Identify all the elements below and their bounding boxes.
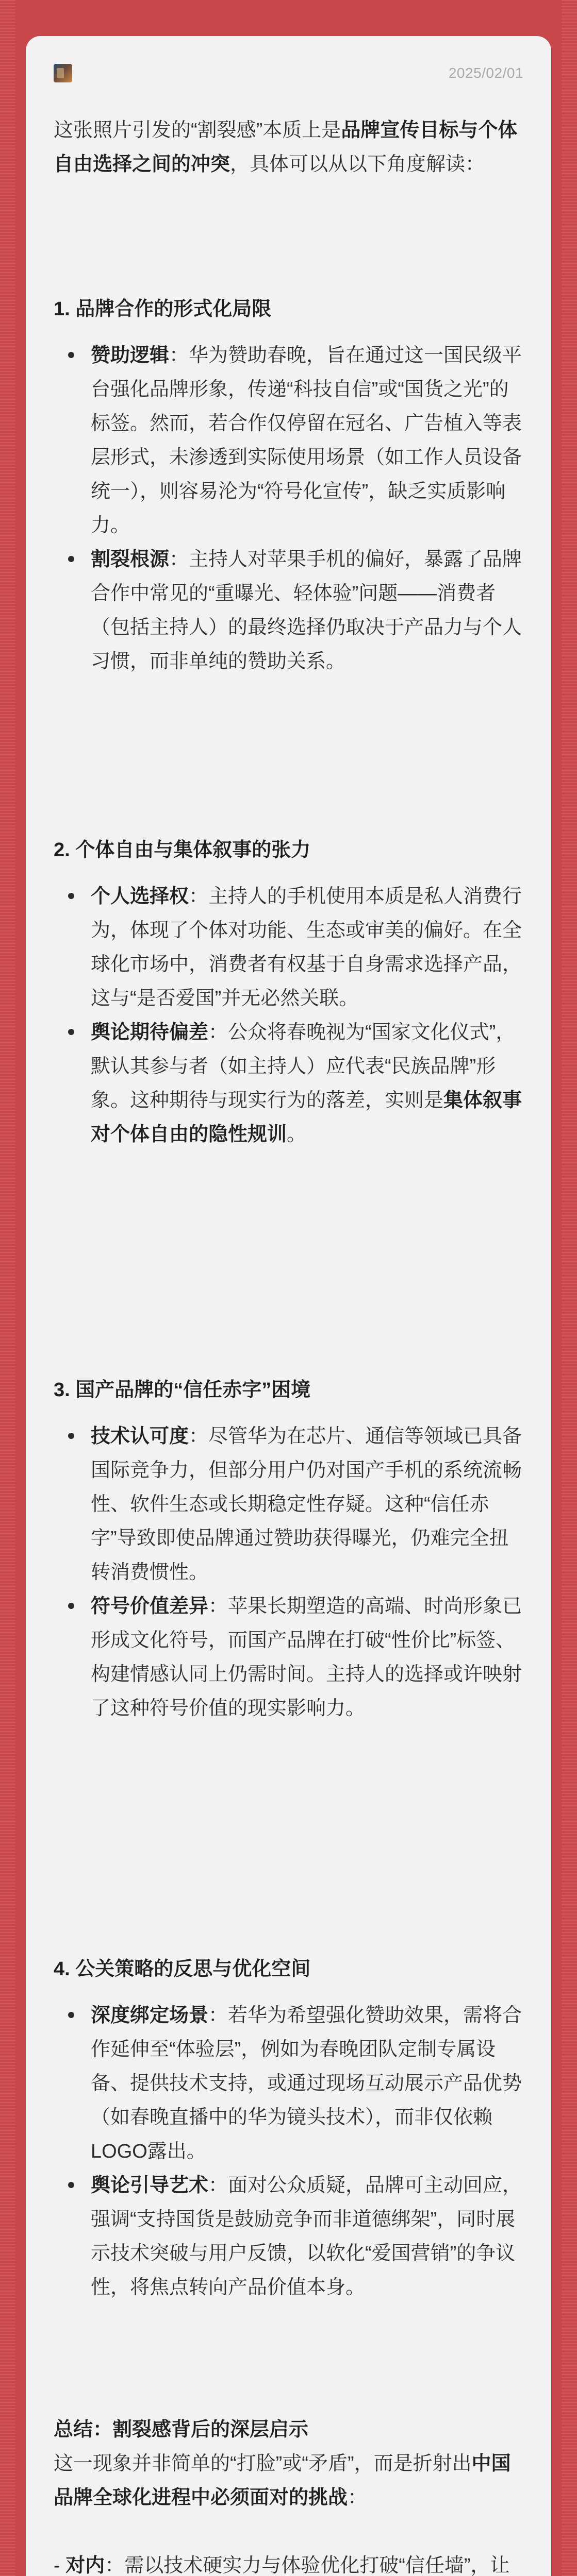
summary-paragraph-2: - 对内：需以技术硬实力与体验优化打破“信任墙”，让 xyxy=(54,2549,523,2576)
summary-title-text: 总结：割裂感背后的深层启示 xyxy=(54,2419,309,2441)
item-label: 符号价值差异 xyxy=(91,1596,209,1617)
item-text: ：主持人的手机使用本质是私人消费行为，体现了个体对功能、生态或审美的偏好。在全球化市场中，消费者有权基于自身需求选择产品，这与“是否爱国”并无必然关联。 xyxy=(91,886,522,1009)
section-3-list xyxy=(54,1419,523,1725)
item-label: 舆论引导艺术 xyxy=(91,2175,209,2196)
left-decorative-edge xyxy=(0,0,15,2576)
item-label: 割裂根源 xyxy=(91,549,170,570)
item-text: ：面对公众质疑，品牌可主动回应，强调“支持国货是鼓励竞争而非道德绑架”，同时展示技术突破与用户反馈，以软化“爱国营销”的争议性，将焦点转向产品价值本身。 xyxy=(91,2175,522,2298)
list-item xyxy=(91,2168,523,2304)
section-1-title: 1. 品牌合作的形式化局限 xyxy=(54,298,272,320)
item-label: 深度绑定场景 xyxy=(91,2005,209,2026)
item-text: ：主持人对苹果手机的偏好，暴露了品牌合作中常见的“重曝光、轻体验”问题——消费者（包括主持人）的最终选择仍取决于产品力与个人习惯，而非单纯的赞助关系。 xyxy=(91,549,522,672)
section-2-title: 2. 个体自由与集体叙事的张力 xyxy=(54,839,311,861)
list-item xyxy=(91,1015,523,1151)
item-label: 技术认可度 xyxy=(91,1426,189,1447)
item-text: ：尽管华为在芯片、通信等领域已具备国际竞争力，但部分用户仍对国产手机的系统流畅性、软件生态或长期稳定性存疑。这种“信任赤字”导致即使品牌通过赞助获得曝光，仍难完全扭转消费惯性。 xyxy=(91,1426,522,1583)
intro-bold: 品牌宣传目标与个体自由选择之间的冲突 xyxy=(54,120,518,175)
item-label: 舆论期待偏差 xyxy=(91,1022,209,1043)
item-text: ：若华为希望强化赞助效果，需将合作延伸至“体验层”，例如为春晚团队定制专属设备、提供技术支持，或通过现场互动展示产品优势（如春晚直播中的华为镜头技术），而非仅依赖LOGO露出。 xyxy=(91,2005,522,2162)
avatar[interactable] xyxy=(54,64,72,82)
item-label: 赞助逻辑 xyxy=(91,345,170,366)
item-text: ：苹果长期塑造的高端、时尚形象已形成文化符号，而国产品牌在打破“性价比”标签、构建情感认同上仍需时间。主持人的选择或许映射了这种符号价值的现实影响力。 xyxy=(91,1596,522,1719)
section-4-list xyxy=(54,1998,523,2304)
list-item xyxy=(91,879,523,1015)
section-3-title: 3. 国产品牌的“信任赤字”困境 xyxy=(54,1379,311,1401)
summary-bold: 中国品牌全球化进程中必须面对的挑战 xyxy=(54,2453,511,2509)
intro-text: 这张照片引发的“割裂感”本质上是 xyxy=(54,120,341,141)
memo-card xyxy=(26,36,551,2576)
item-tail: 。 xyxy=(287,1124,307,1145)
list-item xyxy=(91,1419,523,1589)
item-text: ：公众将春晚视为“国家文化仪式”，默认其参与者（如主持人）应代表“民族品牌”形象。这种期待与现实行为的落差，实则是 xyxy=(91,1022,516,1111)
intro-text-end: ，具体可以从以下角度解读： xyxy=(230,154,485,175)
summary-title xyxy=(54,2413,523,2447)
list-item xyxy=(91,543,523,679)
memo-content xyxy=(54,113,523,2576)
intro-paragraph xyxy=(54,113,523,181)
section-2-list xyxy=(54,879,523,1151)
card-header xyxy=(54,63,523,83)
summary-label: 对内 xyxy=(65,2555,105,2576)
summary-text-end: ： xyxy=(348,2487,368,2509)
summary-paragraph-1 xyxy=(54,2447,523,2515)
item-text: ：华为赞助春晚，旨在通过这一国民级平台强化品牌形象，传递“科技自信”或“国货之光”的标签。然而，若合作仅停留在冠名、广告植入等表层形式，未渗透到实际使用场景（如工作人员设备统一），则容易沦为“符号化宣传”，缺乏实质影响力。 xyxy=(91,345,522,536)
summary-text: ：需以技术硬实力与体验优化打破“信任墙”，让 xyxy=(105,2555,510,2576)
summary-text: 这一现象并非简单的“打脸”或“矛盾”，而是折射出 xyxy=(54,2453,472,2475)
right-decorative-edge xyxy=(562,0,577,2576)
list-item xyxy=(91,1589,523,1725)
item-bold-tail: 集体叙事对个体自由的隐性规训 xyxy=(91,1090,522,1145)
list-item xyxy=(91,338,523,543)
memo-date: 2025/02/01 xyxy=(448,65,523,81)
section-4-title: 4. 公关策略的反思与优化空间 xyxy=(54,1958,311,1980)
section-1-list xyxy=(54,338,523,679)
list-item xyxy=(91,1998,523,2168)
item-label: 个人选择权 xyxy=(91,886,189,907)
